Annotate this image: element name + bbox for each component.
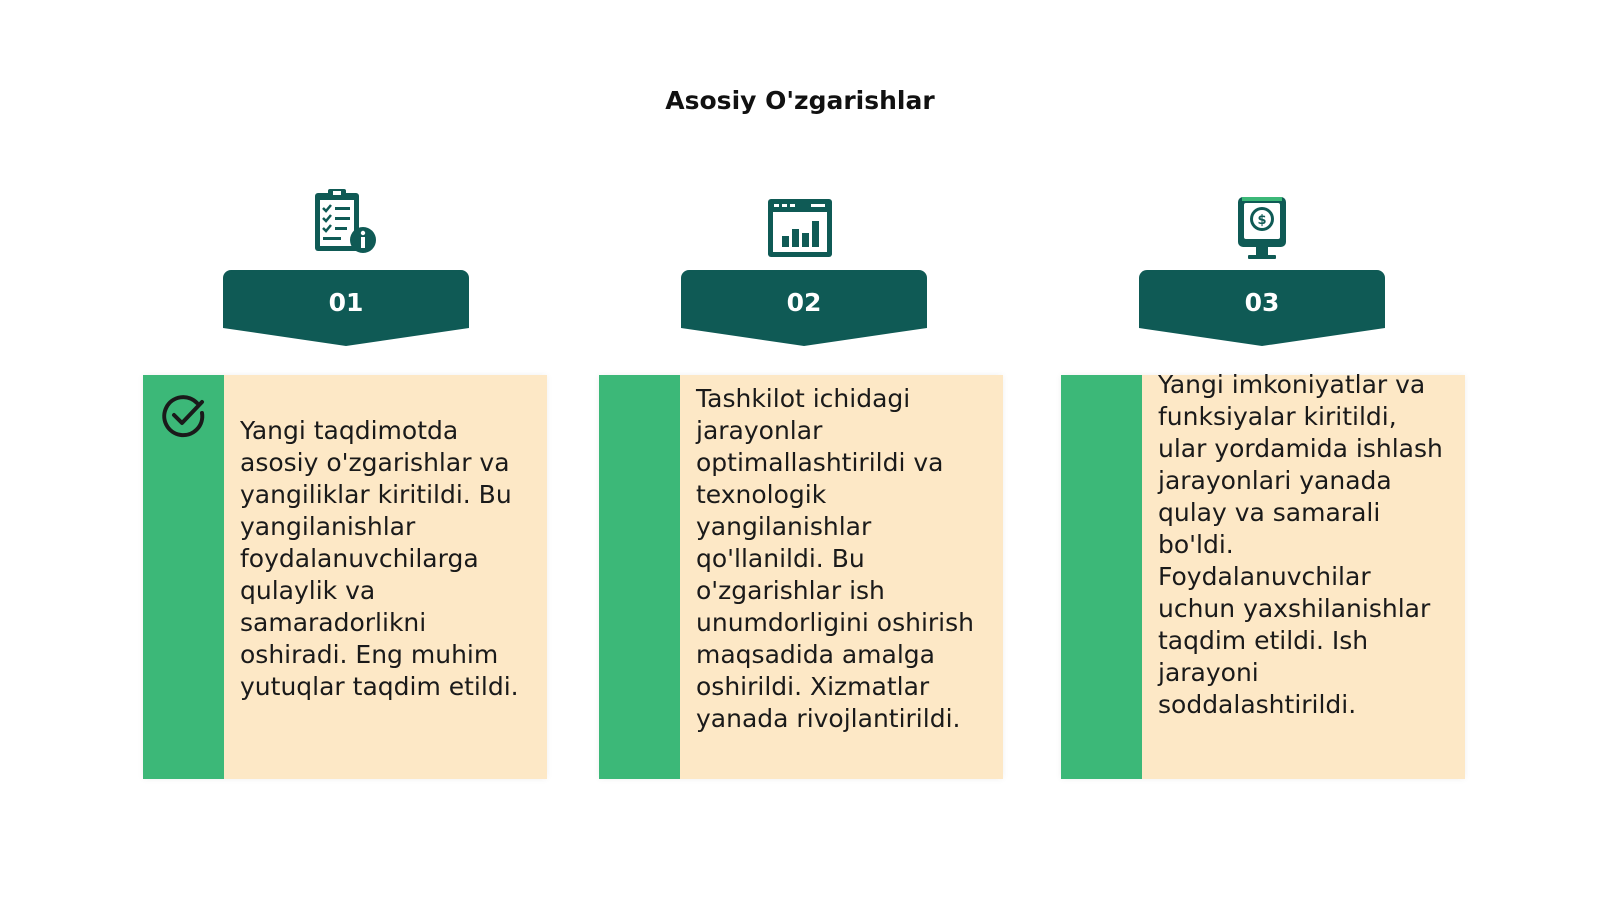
step-description: Tashkilot ichidagi jarayonlar optimallashtirildi va texnologik yangilanishlar qo'llanildi. Bu o'zgarishlar ish unumdorligini oshirish maqsadida amalga oshirildi. Xizmatlar yanada rivojlantirildi. [696,384,974,733]
svg-text:$: $ [1257,213,1267,228]
check-circle-icon [161,393,207,439]
step-03-banner [1139,270,1385,346]
card-accent-bar [1061,375,1142,779]
step-description: Yangi imkoniyatlar va funksiyalar kiritildi, ular yordamida ishlash jarayonlari yanada qulay va samarali bo'ldi. Foydalanuvchilar uchun yaxshilanishlar taqdim etildi. Ish jarayoni soddalashtirildi. [1158,370,1443,719]
step-02-card [599,375,1003,779]
step-description: Yangi taqdimotda asosiy o'zgarishlar va yangiliklar kiritildi. Bu yangilanishlar foydalanuvchilarga qulaylik va samaradorlikni oshiradi. Eng muhim yutuqlar taqdim etildi. [240,416,519,701]
step-number: 01 [328,288,364,317]
step-number: 02 [786,288,822,317]
step-number: 03 [1244,288,1280,317]
step-02-banner [681,270,927,346]
monitor-dollar-icon [1228,193,1298,263]
clipboard-checklist-icon [311,187,381,257]
step-01-card [143,375,547,779]
card-accent-bar [143,375,224,779]
page-title: Asosiy O'zgarishlar [665,86,935,115]
card-accent-bar [599,375,680,779]
step-01-banner [223,270,469,346]
dashboard-chart-icon [765,193,835,263]
step-03-card [1061,370,1465,779]
